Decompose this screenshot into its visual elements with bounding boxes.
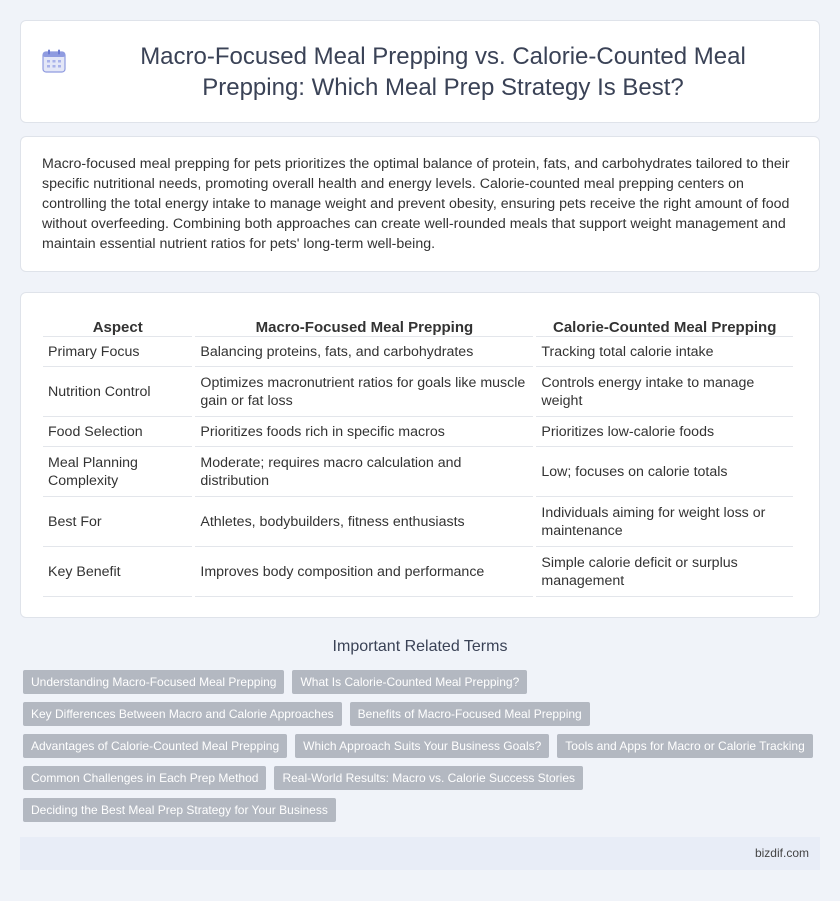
table-cell: Meal Planning Complexity bbox=[43, 447, 192, 497]
table-header-macro: Macro-Focused Meal Prepping bbox=[195, 317, 533, 337]
table-cell: Balancing proteins, fats, and carbohydrates bbox=[195, 337, 533, 367]
table-cell: Moderate; requires macro calculation and distribution bbox=[195, 447, 533, 497]
table-row bbox=[43, 337, 793, 367]
comparison-table-card bbox=[20, 292, 820, 618]
comparison-table bbox=[40, 317, 796, 597]
related-term-tag[interactable]: Key Differences Between Macro and Calorie Approaches bbox=[23, 702, 342, 726]
table-row bbox=[43, 497, 793, 547]
header-card bbox=[20, 20, 820, 123]
table-cell: Best For bbox=[43, 497, 192, 547]
table-row bbox=[43, 367, 793, 417]
table-cell: Primary Focus bbox=[43, 337, 192, 367]
table-cell: Key Benefit bbox=[43, 547, 192, 597]
related-term-tag[interactable]: Deciding the Best Meal Prep Strategy for Your Business bbox=[23, 798, 336, 822]
related-term-tag[interactable]: What Is Calorie-Counted Meal Prepping? bbox=[292, 670, 527, 694]
related-term-tag[interactable]: Advantages of Calorie-Counted Meal Prepping bbox=[23, 734, 287, 758]
table-header-aspect: Aspect bbox=[43, 317, 192, 337]
table-cell: Prioritizes foods rich in specific macros bbox=[195, 417, 533, 447]
related-term-tag[interactable]: Understanding Macro-Focused Meal Prepping bbox=[23, 670, 284, 694]
table-cell: Tracking total calorie intake bbox=[536, 337, 793, 367]
related-term-tag[interactable]: Tools and Apps for Macro or Calorie Tracking bbox=[557, 734, 812, 758]
table-header-calorie: Calorie-Counted Meal Prepping bbox=[536, 317, 793, 337]
table-row bbox=[43, 447, 793, 497]
table-cell: Simple calorie deficit or surplus management bbox=[536, 547, 793, 597]
table-cell: Nutrition Control bbox=[43, 367, 192, 417]
table-cell: Low; focuses on calorie totals bbox=[536, 447, 793, 497]
table-cell: Individuals aiming for weight loss or maintenance bbox=[536, 497, 793, 547]
calendar-icon bbox=[41, 48, 67, 74]
related-term-tag[interactable]: Benefits of Macro-Focused Meal Prepping bbox=[350, 702, 590, 726]
related-terms-list bbox=[23, 670, 823, 830]
related-term-tag[interactable]: Real-World Results: Macro vs. Calorie Success Stories bbox=[274, 766, 583, 790]
table-row bbox=[43, 417, 793, 447]
intro-paragraph: Macro-focused meal prepping for pets prioritizes the optimal balance of protein, fats, and carbohydrates tailored to their specific nutritional needs, promoting overall health and energy levels. Calorie-counted meal prepping centers on controlling the total energy intake to manage weight and prevent obesity, ensuring pets receive the right amount of food without overfeeding. Combining both approaches can create well-rounded meals that support weight management and maintain essential nutrient ratios for pets' long-term well-being. bbox=[42, 156, 790, 252]
related-terms-heading: Important Related Terms bbox=[332, 638, 508, 655]
intro-card bbox=[20, 136, 820, 272]
table-cell: Prioritizes low-calorie foods bbox=[536, 417, 793, 447]
table-row bbox=[43, 547, 793, 597]
table-cell: Athletes, bodybuilders, fitness enthusiasts bbox=[195, 497, 533, 547]
footer bbox=[20, 837, 820, 870]
table-cell: Improves body composition and performance bbox=[195, 547, 533, 597]
related-term-tag[interactable]: Which Approach Suits Your Business Goals? bbox=[295, 734, 549, 758]
table-cell: Optimizes macronutrient ratios for goals like muscle gain or fat loss bbox=[195, 367, 533, 417]
table-cell: Controls energy intake to manage weight bbox=[536, 367, 793, 417]
footer-site-link[interactable]: bizdif.com bbox=[754, 846, 809, 860]
page-title: Macro-Focused Meal Prepping vs. Calorie-Counted Meal Prepping: Which Meal Prep Strategy Is Best? bbox=[140, 42, 746, 101]
table-cell: Food Selection bbox=[43, 417, 192, 447]
related-term-tag[interactable]: Common Challenges in Each Prep Method bbox=[23, 766, 266, 790]
